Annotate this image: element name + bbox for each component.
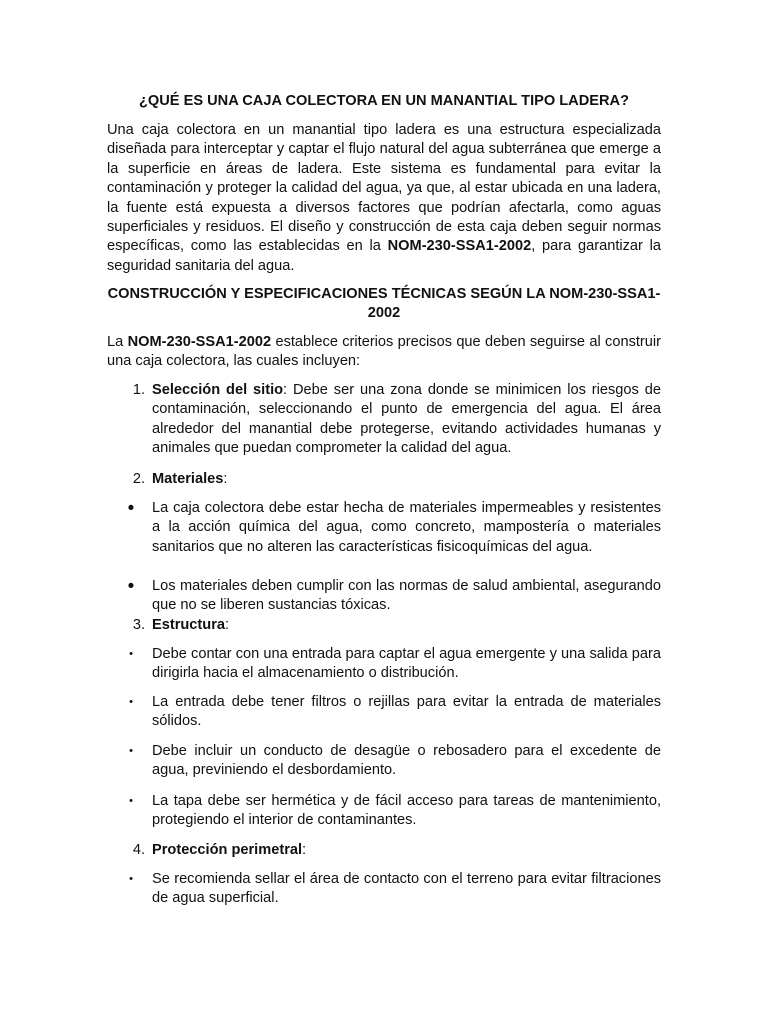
section-intro-paragraph [107, 333, 661, 372]
intro-norm-reference: NOM-230-SSA1-2002 [387, 238, 532, 255]
list-item-term: Materiales [152, 471, 224, 487]
list-item-body: : Debe ser una zona donde se minimicen los riesgos de contaminación, seleccionando el punto de emergencia del agua. El área alrededor del manantial debe protegerse, evitando actividades humanas y animales que puedan comprometer la calidad del agua. [152, 382, 661, 457]
section-intro-before: La [107, 334, 128, 350]
section-intro-norm-reference: NOM-230-SSA1-2002 [127, 334, 272, 350]
bullet-item-text: Se recomienda sellar el área de contacto con el terreno para evitar filtraciones de agua superficial. [152, 871, 661, 907]
list-item-seleccion-del-sitio [107, 381, 661, 459]
bullet-icon: • [129, 873, 133, 885]
bullet-item-text: Debe incluir un conducto de desagüe o rebosadero para el excedente de agua, previniendo el desbordamiento. [152, 743, 661, 779]
list-item-term: Estructura [152, 617, 225, 633]
list-item-term: Protección perimetral [152, 842, 303, 858]
section-heading: CONSTRUCCIÓN Y ESPECIFICACIONES TÉCNICAS SEGÚN LA NOM-230-SSA1-2002 [107, 286, 661, 322]
bullet-icon: • [127, 576, 135, 597]
bullet-item [107, 577, 661, 616]
bullet-item-text: Los materiales deben cumplir con las normas de salud ambiental, asegurando que no se liberen sustancias tóxicas. [152, 578, 661, 614]
bullet-item [107, 693, 661, 732]
list-item-body: : [223, 471, 228, 487]
list-item-materiales [107, 470, 661, 489]
intro-text-after: , para garantizar la seguridad sanitaria del agua. [107, 238, 661, 274]
bullet-item [107, 870, 661, 909]
bullet-item-text: La entrada debe tener filtros o rejillas para evitar la entrada de materiales sólidos. [152, 694, 661, 730]
bullet-icon: • [129, 795, 133, 807]
list-number: 4. [132, 842, 145, 858]
bullet-icon: • [127, 498, 135, 519]
bullet-item-text: Debe contar con una entrada para captar el agua emergente y una salida para dirigirla hacia el almacenamiento o distribución. [152, 646, 661, 682]
list-item-text [152, 381, 661, 459]
list-item-body: : [302, 842, 307, 858]
list-number: 1. [132, 382, 145, 398]
list-item-text [152, 841, 661, 860]
list-item-text [152, 470, 661, 489]
bullet-item [107, 742, 661, 781]
bullet-item [107, 499, 661, 557]
list-number: 2. [132, 471, 145, 487]
section-intro-after: establece criterios precisos que deben seguirse al construir una caja colectora, las cuales incluyen: [107, 334, 661, 370]
document-title: ¿QUÉ ES UNA CAJA COLECTORA EN UN MANANTIAL TIPO LADERA? [139, 93, 629, 109]
bullet-icon: • [129, 745, 133, 757]
list-item-estructura [107, 616, 661, 635]
list-item-body: : [225, 617, 230, 633]
bullet-item-text: La tapa debe ser hermética y de fácil acceso para tareas de mantenimiento, protegiendo el interior de contaminantes. [152, 793, 661, 829]
bullet-item [107, 792, 661, 831]
bullet-item [107, 645, 661, 684]
bullet-icon: • [129, 648, 133, 660]
list-item-proteccion-perimetral [107, 841, 661, 860]
intro-text-before: Una caja colectora en un manantial tipo ladera es una estructura especializada diseñada para interceptar y captar el flujo natural del agua subterránea que emerge a la superficie en áreas de ladera. Este sistema es fundamental para evitar la contaminación y proteger la calidad del agua, ya que, al estar ubicada en una ladera, la fuente está expuesta a diversos factores que podrían afectarla, como aguas superficiales y residuos. El diseño y construcción de esta caja deben seguir normas específicas, como las establecidas en la [107, 122, 661, 255]
intro-paragraph [107, 121, 661, 276]
list-item-term: Selección del sitio [152, 382, 284, 398]
bullet-icon: • [129, 696, 133, 708]
bullet-item-text: La caja colectora debe estar hecha de materiales impermeables y resistentes a la acción química del agua, como concreto, mampostería o materiales sanitarios que no alteren las características fisicoquímicas del agua. [152, 500, 661, 555]
list-number: 3. [132, 617, 145, 633]
list-item-text [152, 616, 661, 635]
